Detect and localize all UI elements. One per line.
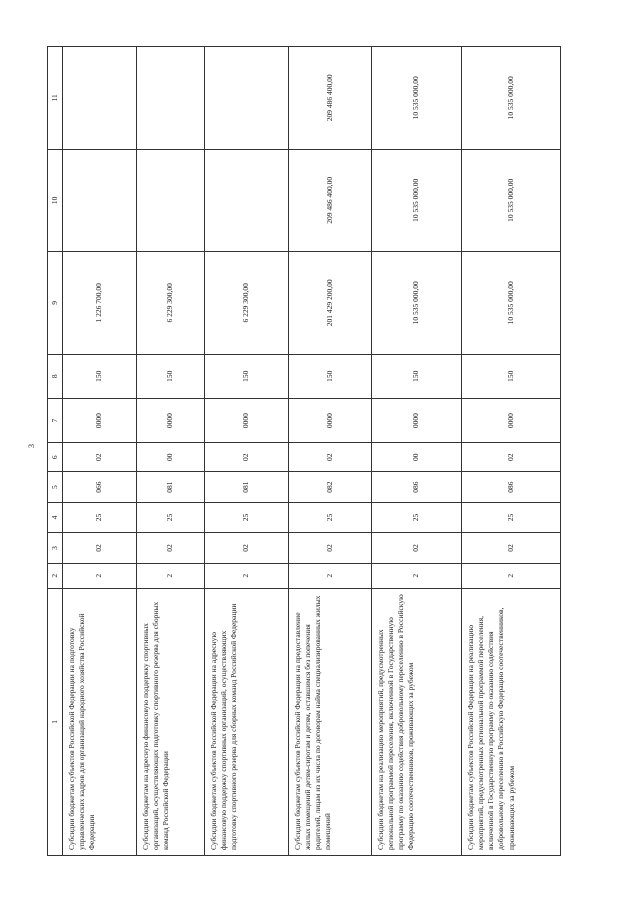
amount-cell: 209 486 400,00 bbox=[289, 47, 372, 150]
table-cell: 25 bbox=[63, 502, 137, 532]
header-cell: 3 bbox=[48, 533, 63, 563]
table-cell: 150 bbox=[63, 354, 137, 398]
amount-cell: 10 535 000,00 bbox=[462, 47, 561, 150]
table-cell: 02 bbox=[205, 533, 289, 563]
row-description: Субсидии бюджетам на адресную финансовую поддержку спортивных организаций, осуществляющих подготовку спортивного резерва для сборных команд Российской Федерации bbox=[137, 588, 205, 855]
header-cell: 7 bbox=[48, 398, 63, 442]
amount-cell bbox=[63, 149, 137, 252]
header-cell: 4 bbox=[48, 502, 63, 532]
table-row bbox=[63, 47, 137, 856]
table-cell: 086 bbox=[372, 472, 462, 502]
table-cell: 150 bbox=[289, 354, 372, 398]
amount-cell: 10 535 000,00 bbox=[462, 252, 561, 355]
header-cell: 2 bbox=[48, 563, 63, 588]
table-cell: 2 bbox=[63, 563, 137, 588]
row-description: Субсидии бюджетам субъектов Российской Федерации на подготовку управленческих кадров для организаций народного хозяйства Российской Федерации bbox=[63, 588, 137, 855]
amount-cell: 209 486 400,00 bbox=[289, 149, 372, 252]
table-cell: 2 bbox=[289, 563, 372, 588]
amount-cell bbox=[63, 47, 137, 150]
table-cell: 25 bbox=[137, 502, 205, 532]
table-row bbox=[462, 47, 561, 856]
budget-table bbox=[47, 46, 561, 856]
table-cell: 02 bbox=[289, 533, 372, 563]
amount-cell: 10 535 000,00 bbox=[372, 149, 462, 252]
header-cell: 10 bbox=[48, 149, 63, 252]
page-number: 3 bbox=[27, 444, 36, 448]
table-cell: 0000 bbox=[137, 398, 205, 442]
table-cell: 0000 bbox=[289, 398, 372, 442]
header-row bbox=[48, 47, 63, 856]
table-cell: 02 bbox=[462, 533, 561, 563]
table-cell: 02 bbox=[63, 443, 137, 472]
table-cell: 02 bbox=[462, 443, 561, 472]
table-cell: 25 bbox=[205, 502, 289, 532]
table-cell: 150 bbox=[137, 354, 205, 398]
table-cell: 2 bbox=[137, 563, 205, 588]
table-row bbox=[137, 47, 205, 856]
table-cell: 02 bbox=[63, 533, 137, 563]
table-cell: 02 bbox=[205, 443, 289, 472]
amount-cell bbox=[205, 149, 289, 252]
table-cell: 082 bbox=[289, 472, 372, 502]
table-cell: 150 bbox=[462, 354, 561, 398]
table-cell: 0000 bbox=[205, 398, 289, 442]
row-description: Субсидии бюджетам на реализацию мероприятий, предусмотренных региональной программой переселения, включенной в Государственную программу по оказанию содействия добровольному переселению в Российскую Федерацию соотечественников, проживающих за рубежом bbox=[372, 588, 462, 855]
table-cell: 0000 bbox=[63, 398, 137, 442]
amount-cell: 10 535 000,00 bbox=[462, 149, 561, 252]
table-cell: 02 bbox=[372, 533, 462, 563]
table-cell: 086 bbox=[462, 472, 561, 502]
amount-cell: 10 535 000,00 bbox=[372, 252, 462, 355]
header-cell: 8 bbox=[48, 354, 63, 398]
table-cell: 066 bbox=[63, 472, 137, 502]
row-description: Субсидии бюджетам субъектов Российской Федерации на предоставление жилых помещений детям-сиротам и детям, оставшимся без попечения родителей, лицам из их числа по договорам найма специализированных жилых помещений bbox=[289, 588, 372, 855]
table-row bbox=[372, 47, 462, 856]
amount-cell: 6 229 300,00 bbox=[205, 252, 289, 355]
amount-cell bbox=[205, 47, 289, 150]
table-cell: 081 bbox=[205, 472, 289, 502]
table-cell: 02 bbox=[289, 443, 372, 472]
amount-cell bbox=[137, 149, 205, 252]
row-description: Субсидии бюджетам субъектов Российской Федерации на реализацию мероприятий, предусмотренных региональной программой переселения, включенной в Государственную программу по оказанию содействия добровольному переселению в Российскую Федерацию соотечественников, проживающих за рубежом bbox=[462, 588, 561, 855]
header-cell: 1 bbox=[48, 588, 63, 855]
row-description: Субсидии бюджетам субъектов Российской Федерации на адресную финансовую поддержку спортивных организаций, осуществляющих подготовку спортивного резерва для сборных команд Российской Федерации bbox=[205, 588, 289, 855]
amount-cell: 201 429 200,00 bbox=[289, 252, 372, 355]
table-cell: 150 bbox=[372, 354, 462, 398]
amount-cell bbox=[137, 47, 205, 150]
amount-cell: 10 535 000,00 bbox=[372, 47, 462, 150]
table-cell: 2 bbox=[462, 563, 561, 588]
table-cell: 00 bbox=[137, 443, 205, 472]
amount-cell: 6 229 300,00 bbox=[137, 252, 205, 355]
header-cell: 9 bbox=[48, 252, 63, 355]
header-cell: 6 bbox=[48, 443, 63, 472]
table-cell: 00 bbox=[372, 443, 462, 472]
amount-cell: 1 226 700,00 bbox=[63, 252, 137, 355]
table-cell: 0000 bbox=[462, 398, 561, 442]
table-cell: 02 bbox=[137, 533, 205, 563]
table-cell: 2 bbox=[205, 563, 289, 588]
table-cell: 25 bbox=[462, 502, 561, 532]
table-cell: 2 bbox=[372, 563, 462, 588]
rotated-page-content bbox=[47, 46, 516, 856]
table-cell: 25 bbox=[289, 502, 372, 532]
header-cell: 5 bbox=[48, 472, 63, 502]
table-cell: 081 bbox=[137, 472, 205, 502]
table-row bbox=[205, 47, 289, 856]
header-cell: 11 bbox=[48, 47, 63, 150]
table-row bbox=[289, 47, 372, 856]
table-cell: 150 bbox=[205, 354, 289, 398]
table-cell: 0000 bbox=[372, 398, 462, 442]
table-cell: 25 bbox=[372, 502, 462, 532]
